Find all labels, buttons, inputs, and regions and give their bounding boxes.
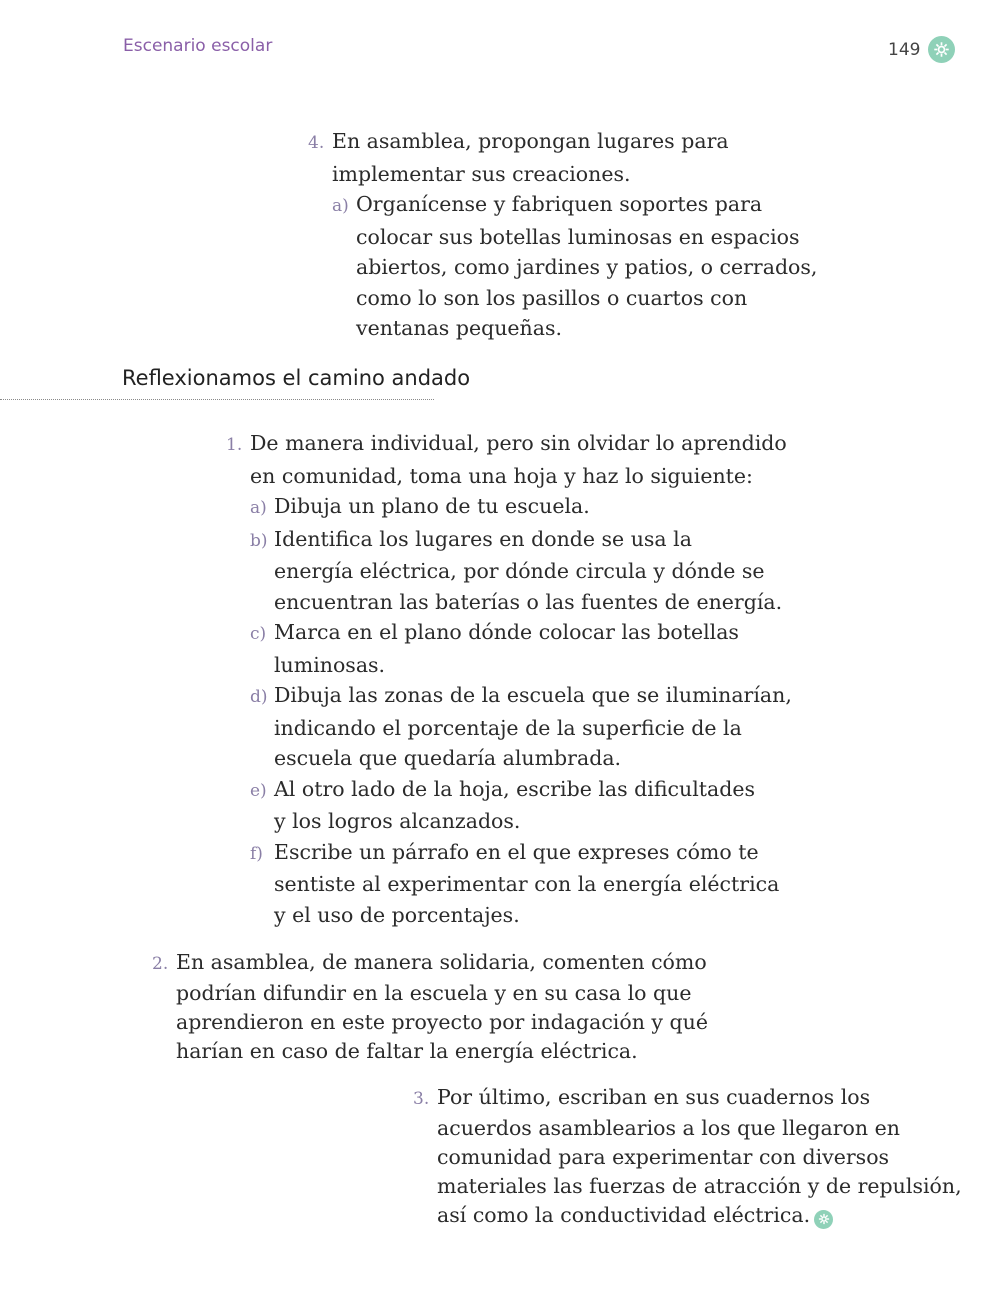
page-number-group [888, 36, 955, 63]
list-item-4 [308, 126, 817, 344]
sub-item-text-line: Al otro lado de la hoja, escribe las dificultades [274, 776, 755, 801]
sub-item-text-line: encuentran las baterías o las fuentes de energía. [274, 589, 783, 614]
sub-item-label: c) [250, 624, 267, 644]
item-number: 3. [413, 1089, 430, 1109]
sub-item-e [226, 774, 792, 837]
item-number: 2. [152, 954, 169, 974]
sub-item-label: a) [250, 498, 267, 518]
sub-item-text-line: y el uso de porcentajes. [274, 902, 520, 927]
gear-icon [814, 1210, 833, 1229]
item-text-line: aprendieron en este proyecto por indagación y qué [176, 1010, 708, 1034]
item-text-line: así como la conductividad eléctrica. [437, 1203, 811, 1227]
list-item-3 [413, 1083, 962, 1230]
page-number: 149 [888, 39, 921, 60]
sub-item-text-line: colocar sus botellas luminosas en espacios [356, 224, 800, 249]
sub-item-label: a) [332, 196, 349, 216]
sub-item-text-line: luminosas. [274, 652, 386, 677]
sub-item-a [226, 491, 792, 524]
sub-item-label: d) [250, 687, 268, 707]
sub-item-text-line: ventanas pequeñas. [356, 316, 563, 340]
sub-item-text-line: y los logros alcanzados. [274, 809, 521, 833]
sub-item-text-line: Escribe un párrafo en el que expreses cómo te [274, 839, 759, 864]
item-text-line: En asamblea, de manera solidaria, comenten cómo [176, 950, 707, 974]
section-heading: Reflexionamos el camino andado [122, 366, 471, 390]
item-number: 1. [226, 435, 243, 455]
sub-item-c [226, 617, 792, 680]
sub-item-f [226, 837, 792, 931]
item-number: 4. [308, 133, 325, 153]
gear-icon [928, 36, 955, 63]
sub-item-text-line: Dibuja las zonas de la escuela que se iluminarían, [274, 683, 792, 707]
sub-item-label: b) [250, 530, 268, 551]
section-divider [0, 399, 434, 400]
sub-item-a [308, 189, 817, 344]
sub-item-text-line: abiertos, como jardines y patios, o cerrados, [356, 255, 818, 279]
item-text-line: En asamblea, propongan lugares para [332, 129, 729, 153]
list-item-1 [226, 428, 792, 930]
item-text-line: podrían difundir en la escuela y en su casa lo que [176, 981, 692, 1005]
item-text-line: De manera individual, pero sin olvidar lo aprendido [250, 431, 787, 455]
sub-item-b [226, 524, 792, 618]
sub-item-text-line: escuela que quedaría alumbrada. [274, 746, 622, 770]
sub-item-label: e) [250, 780, 267, 801]
item-text-line: comunidad para experimentar con diversos [437, 1145, 890, 1169]
list-item-2 [152, 948, 708, 1066]
item-text-line: implementar sus creaciones. [332, 161, 631, 186]
sub-item-text-line: Identifica los lugares en donde se usa la [274, 526, 692, 551]
sub-item-d [226, 680, 792, 774]
sub-item-text-line: Dibuja un plano de tu escuela. [274, 494, 590, 518]
sub-item-text-line: indicando el porcentaje de la superficie de la [274, 715, 742, 740]
item-text-line: acuerdos asamblearios a los que llegaron en [437, 1116, 900, 1140]
item-text-line: harían en caso de faltar la energía eléctrica. [176, 1039, 638, 1063]
item-text-line: en comunidad, toma una hoja y haz lo siguiente: [250, 463, 753, 488]
sub-item-text-line: Organícense y fabriquen soportes para [356, 192, 763, 216]
sub-item-label: f) [250, 843, 263, 864]
sub-item-text-line: energía eléctrica, por dónde circula y dónde se [274, 559, 765, 583]
item-text-line: materiales las fuerzas de atracción y de repulsión, [437, 1174, 962, 1198]
sub-item-text-line: como lo son los pasillos o cuartos con [356, 285, 748, 310]
running-header: Escenario escolar [123, 36, 273, 56]
sub-item-text-line: Marca en el plano dónde colocar las botellas [274, 620, 739, 644]
sub-item-text-line: sentiste al experimentar con la energía eléctrica [274, 872, 780, 896]
item-text-line: Por último, escriban en sus cuadernos los [437, 1085, 871, 1109]
